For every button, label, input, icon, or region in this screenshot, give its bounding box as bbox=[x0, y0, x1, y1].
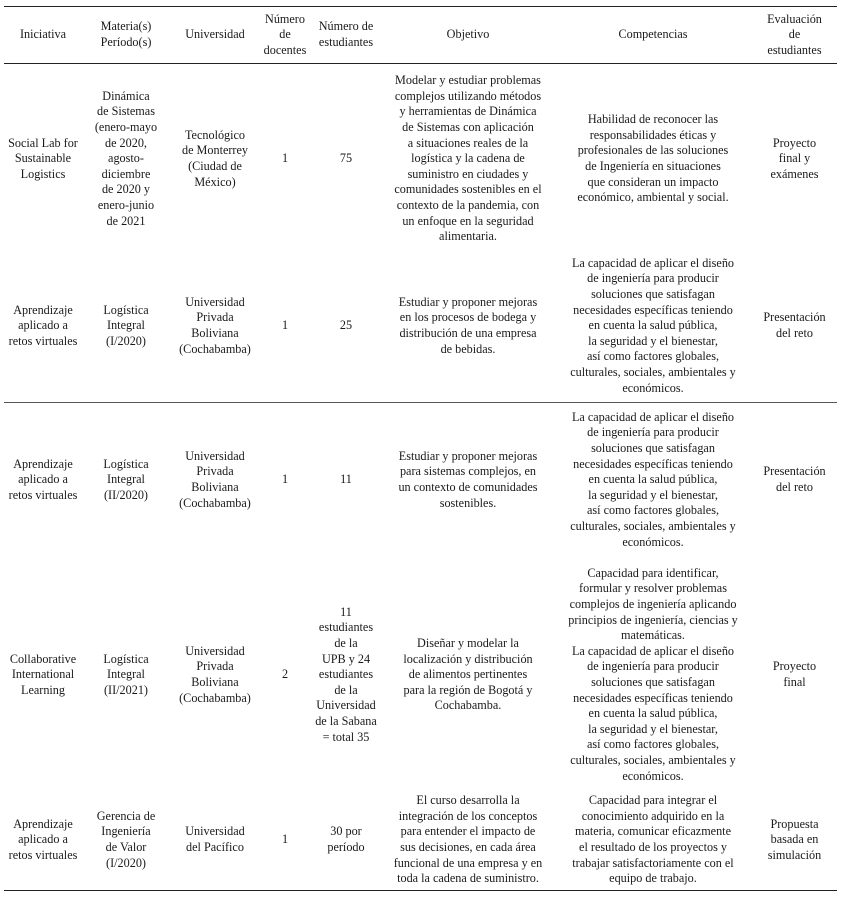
table-row bbox=[4, 252, 837, 400]
cell-materia: Logística Integral (II/2020) bbox=[103, 456, 149, 502]
header-iniciativa: Iniciativa bbox=[19, 27, 67, 42]
cell-docentes: 2 bbox=[281, 667, 289, 682]
cell-evaluacion: Proyecto final y exámenes bbox=[770, 135, 819, 181]
table-row bbox=[4, 66, 837, 252]
cell-iniciativa: Aprendizaje aplicado a retos virtuales bbox=[8, 456, 78, 502]
cell-universidad: Universidad Privada Boliviana (Cochabamba) bbox=[179, 643, 251, 705]
header-estudiantes: Número de estudiantes bbox=[318, 19, 374, 49]
header-objetivo: Objetivo bbox=[446, 27, 490, 42]
table-bottom-rule bbox=[4, 890, 837, 891]
cell-competencias: La capacidad de aplicar el diseño de ingeniería para producir soluciones que satisfagan necesidades específicas teniendo en cuenta la salud pública, la seguridad y el bienestar, así como factores globales, culturales, sociales, ambientales y económicos. bbox=[570, 255, 736, 395]
cell-evaluacion: Presentación del reto bbox=[763, 310, 826, 340]
cell-competencias: Capacidad para identificar, formular y resolver problemas complejos de ingeniería aplicando principios de ingeniería, ciencias y matemáticas. La capacidad de aplicar el diseño de ingeniería para producir soluciones que satisfagan necesidades específicas teniendo en cuenta la salud pública, la seguridad y el bienestar, así como factores globales, culturales, sociales, ambientales y económicos. bbox=[568, 565, 738, 783]
cell-competencias: La capacidad de aplicar el diseño de ingeniería para producir soluciones que satisfagan necesidades específicas teniendo en cuenta la salud pública, la seguridad y el bienestar, así como factores globales, culturales, sociales, ambientales y económicos. bbox=[570, 409, 736, 549]
cell-objetivo: El curso desarrolla la integración de los conceptos para entender el impacto de sus decisiones, en cada área funcional de una empresa y en toda la cadena de suministro. bbox=[393, 793, 543, 886]
cell-universidad: Universidad del Pacífico bbox=[185, 824, 245, 854]
header-competencias: Competencias bbox=[618, 27, 688, 42]
cell-evaluacion: Propuesta basada en simulación bbox=[767, 816, 822, 862]
header-materia: Materia(s) Período(s) bbox=[100, 19, 152, 49]
cell-materia: Logística Integral (I/2020) bbox=[103, 302, 149, 348]
cell-competencias: Capacidad para integrar el conocimiento adquirido en la materia, comunicar eficazmente el resultado de los proyectos y trabajar satisfactoriamente con el equipo de trabajo. bbox=[572, 793, 734, 886]
cell-materia: Gerencia de Ingeniería de Valor (I/2020) bbox=[96, 808, 156, 870]
cell-objetivo: Estudiar y proponer mejoras para sistemas complejos, en un contexto de comunidades sostenibles. bbox=[398, 448, 538, 510]
cell-universidad: Universidad Privada Boliviana (Cochabamba) bbox=[179, 294, 251, 356]
header-bottom-rule bbox=[4, 63, 837, 64]
cell-materia: Dinámica de Sistemas (enero-mayo de 2020, agosto- diciembre de 2020 y enero-junio de 2021 bbox=[94, 88, 158, 228]
cell-iniciativa: Collaborative International Learning bbox=[9, 651, 77, 697]
cell-objetivo: Estudiar y proponer mejoras en los procesos de bodega y distribución de una empresa de bebidas. bbox=[398, 294, 538, 356]
cell-docentes: 1 bbox=[281, 472, 289, 487]
header-docentes: Número de docentes bbox=[263, 11, 307, 57]
cell-estudiantes: 75 bbox=[339, 151, 353, 166]
table-row bbox=[4, 558, 837, 792]
cell-estudiantes: 30 por período bbox=[327, 824, 365, 854]
cell-estudiantes: 25 bbox=[339, 318, 353, 333]
cell-docentes: 1 bbox=[281, 318, 289, 333]
cell-iniciativa: Social Lab for Sustainable Logistics bbox=[8, 135, 78, 181]
cell-universidad: Tecnológico de Monterrey (Ciudad de México) bbox=[182, 127, 248, 189]
cell-iniciativa: Aprendizaje aplicado a retos virtuales bbox=[8, 302, 78, 348]
cell-universidad: Universidad Privada Boliviana (Cochabamba) bbox=[179, 448, 251, 510]
row-separator-rule bbox=[4, 402, 837, 403]
cell-docentes: 1 bbox=[281, 832, 289, 847]
cell-objetivo: Diseñar y modelar la localización y distribución de alimentos pertinentes para la región de Bogotá y Cochabamba. bbox=[403, 636, 533, 713]
cell-evaluacion: Presentación del reto bbox=[763, 464, 826, 494]
cell-objetivo: Modelar y estudiar problemas complejos utilizando métodos y herramientas de Dinámica de Sistemas con aplicación a situaciones reales de la logística y la cadena de suministro en ciudades y comunidades sostenibles en el contexto de la pandemia, con un enfoque en la seguridad alimentaria. bbox=[394, 73, 542, 244]
cell-evaluacion: Proyecto final bbox=[772, 659, 817, 689]
cell-docentes: 1 bbox=[281, 151, 289, 166]
cell-materia: Logística Integral (II/2021) bbox=[103, 651, 149, 697]
cell-competencias: Habilidad de reconocer las responsabilidades éticas y profesionales de las soluciones de Ingeniería en situaciones que consideran un impacto económico, ambiental y social. bbox=[577, 112, 729, 205]
cell-estudiantes: 11 estudiantes de la UPB y 24 estudiantes de la Universidad de la Sabana = total 35 bbox=[315, 604, 377, 744]
table-row bbox=[4, 792, 837, 888]
header-evaluacion: Evaluación de estudiantes bbox=[767, 11, 822, 57]
table-row bbox=[4, 405, 837, 555]
cell-estudiantes: 11 bbox=[340, 472, 352, 487]
cell-iniciativa: Aprendizaje aplicado a retos virtuales bbox=[8, 816, 78, 862]
header-universidad: Universidad bbox=[185, 27, 245, 42]
table-header-row bbox=[4, 7, 837, 63]
